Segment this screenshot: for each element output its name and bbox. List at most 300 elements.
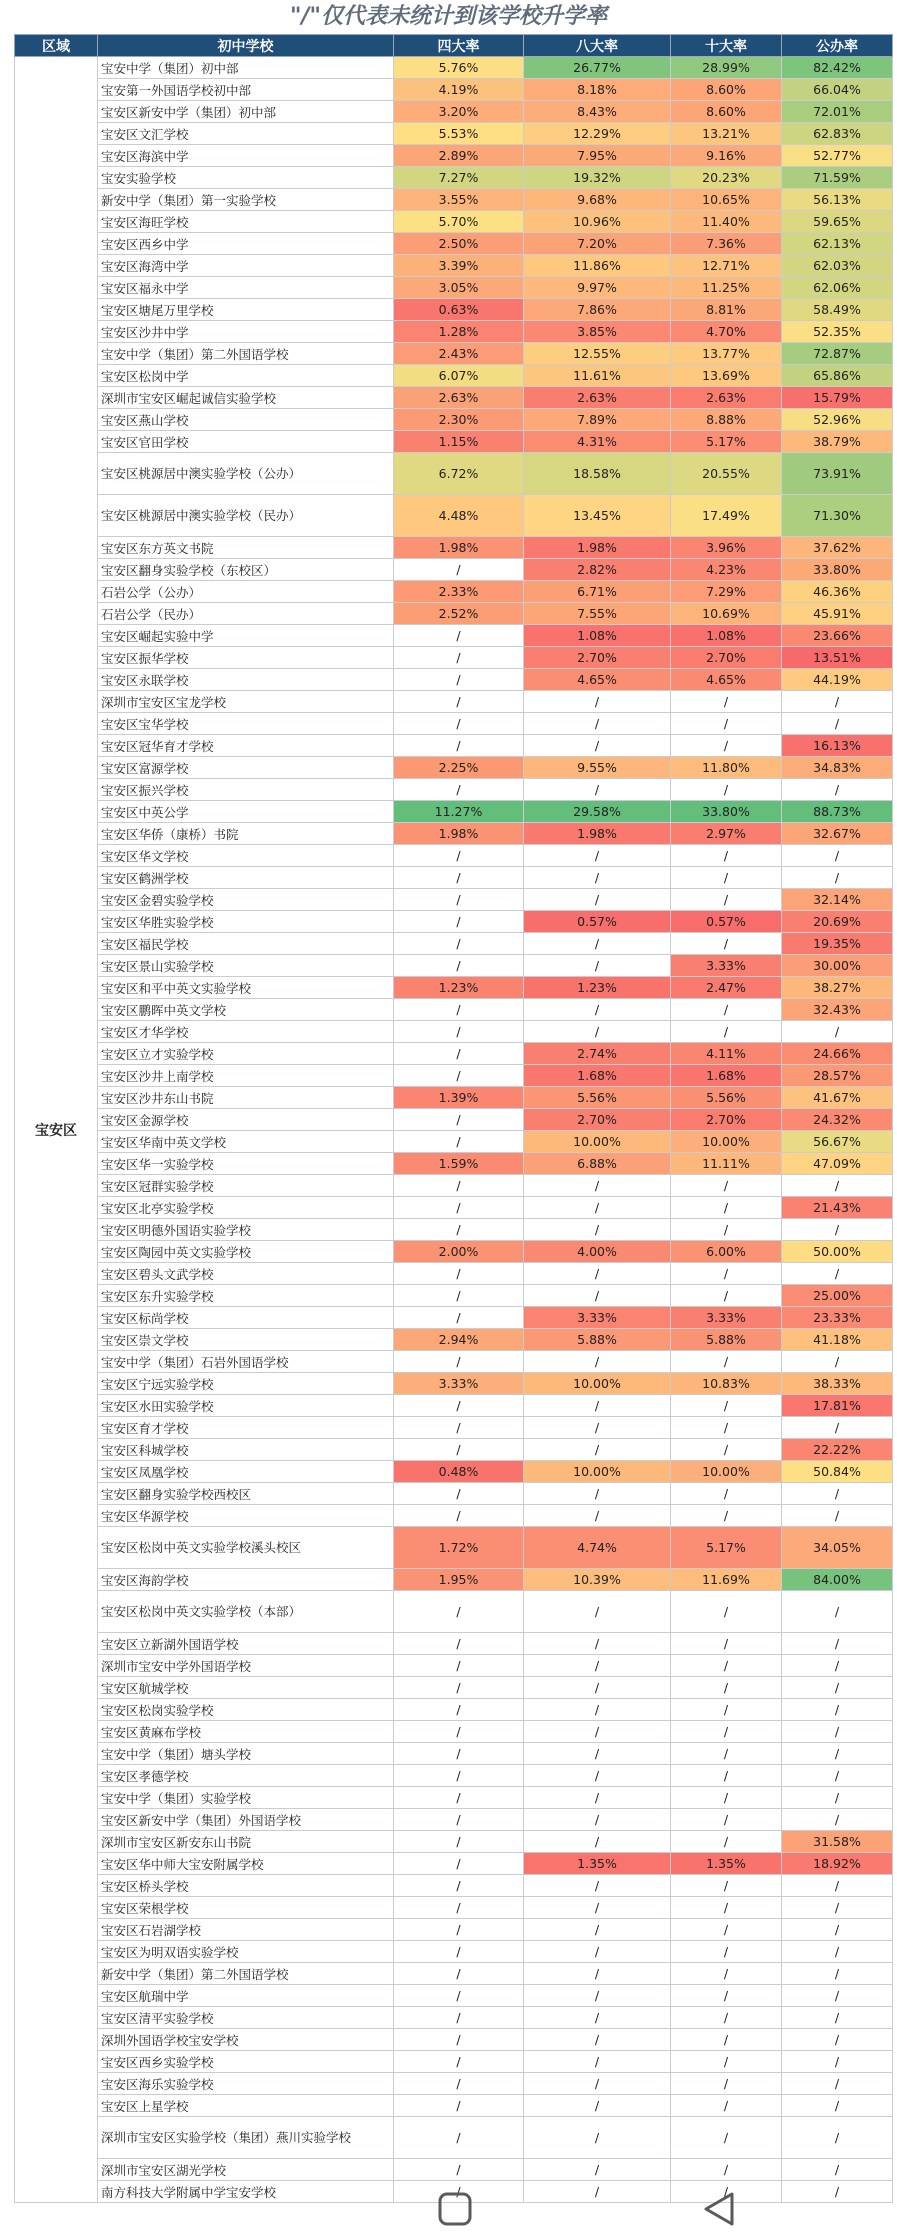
top4-rate-cell: / xyxy=(394,845,524,867)
top8-rate-cell: / xyxy=(524,1919,671,1941)
top8-rate-cell: 3.33% xyxy=(524,1307,671,1329)
school-name-cell: 宝安区立新湖外国语学校 xyxy=(98,1633,394,1655)
table-row xyxy=(15,1919,893,1941)
public-rate-cell: 44.19% xyxy=(782,669,893,691)
table-row xyxy=(15,823,893,845)
top4-rate-cell: / xyxy=(394,1963,524,1985)
school-name-cell: 石岩公学（公办） xyxy=(98,581,394,603)
public-rate-cell: / xyxy=(782,2029,893,2051)
public-rate-cell: / xyxy=(782,1263,893,1285)
school-name-cell: 宝安区北亭实验学校 xyxy=(98,1197,394,1219)
school-name-cell: 宝安区振华学校 xyxy=(98,647,394,669)
top4-rate-cell: 5.70% xyxy=(394,211,524,233)
school-name-cell: 宝安区海湾中学 xyxy=(98,255,394,277)
top4-rate-cell: / xyxy=(394,1109,524,1131)
top10-rate-cell: 1.68% xyxy=(671,1065,782,1087)
school-name-cell: 宝安区冠华育才学校 xyxy=(98,735,394,757)
table-row xyxy=(15,101,893,123)
top4-rate-cell: / xyxy=(394,1131,524,1153)
school-name-cell: 宝安区宝华学校 xyxy=(98,713,394,735)
top8-rate-cell: 2.70% xyxy=(524,1109,671,1131)
table-row xyxy=(15,57,893,79)
public-rate-cell: 56.13% xyxy=(782,189,893,211)
table-row xyxy=(15,1677,893,1699)
top4-rate-cell: / xyxy=(394,713,524,735)
public-rate-cell: 25.00% xyxy=(782,1285,893,1307)
public-rate-cell: / xyxy=(782,1677,893,1699)
school-name-cell: 宝安区标尚学校 xyxy=(98,1307,394,1329)
page-title: "/"仅代表未统计到该学校升学率 xyxy=(290,4,607,29)
school-name-cell: 宝安区华南中英文学校 xyxy=(98,1131,394,1153)
top10-rate-cell: 10.83% xyxy=(671,1373,782,1395)
table-row xyxy=(15,977,893,999)
top10-rate-cell: / xyxy=(671,1351,782,1373)
public-rate-cell: / xyxy=(782,1021,893,1043)
public-rate-cell: 15.79% xyxy=(782,387,893,409)
school-name-cell: 宝安区华胜实验学校 xyxy=(98,911,394,933)
top8-rate-cell: / xyxy=(524,1439,671,1461)
top4-rate-cell: / xyxy=(394,1591,524,1633)
school-name-cell: 宝安区松岗中英文实验学校（本部） xyxy=(98,1591,394,1633)
school-name-cell: 宝安区华源学校 xyxy=(98,1505,394,1527)
top10-rate-cell: / xyxy=(671,1699,782,1721)
public-rate-cell: / xyxy=(782,1219,893,1241)
public-rate-cell: 21.43% xyxy=(782,1197,893,1219)
table-row xyxy=(15,2073,893,2095)
top10-rate-cell: / xyxy=(671,1963,782,1985)
top4-rate-cell: / xyxy=(394,1941,524,1963)
table-row xyxy=(15,1483,893,1505)
top8-rate-cell: / xyxy=(524,845,671,867)
top8-rate-cell: / xyxy=(524,1655,671,1677)
top8-rate-cell: 4.65% xyxy=(524,669,671,691)
top8-rate-cell: 10.39% xyxy=(524,1569,671,1591)
header-top4-rate: 四大率 xyxy=(394,35,524,57)
top8-rate-cell: / xyxy=(524,1633,671,1655)
top10-rate-cell: 0.57% xyxy=(671,911,782,933)
top4-rate-cell: 0.48% xyxy=(394,1461,524,1483)
table-row xyxy=(15,255,893,277)
top4-rate-cell: 3.39% xyxy=(394,255,524,277)
school-name-cell: 宝安区福民学校 xyxy=(98,933,394,955)
top10-rate-cell: 28.99% xyxy=(671,57,782,79)
public-rate-cell: / xyxy=(782,1721,893,1743)
school-name-cell: 宝安区富源学校 xyxy=(98,757,394,779)
public-rate-cell: 23.33% xyxy=(782,1307,893,1329)
public-rate-cell: 20.69% xyxy=(782,911,893,933)
top4-rate-cell: 2.50% xyxy=(394,233,524,255)
top8-rate-cell: 1.98% xyxy=(524,537,671,559)
table-row xyxy=(15,79,893,101)
school-name-cell: 宝安区崇文学校 xyxy=(98,1329,394,1351)
top4-rate-cell: / xyxy=(394,2007,524,2029)
table-row xyxy=(15,1439,893,1461)
top10-rate-cell: / xyxy=(671,1787,782,1809)
top8-rate-cell: 26.77% xyxy=(524,57,671,79)
public-rate-cell: 41.18% xyxy=(782,1329,893,1351)
school-name-cell: 宝安区冠群实验学校 xyxy=(98,1175,394,1197)
table-row xyxy=(15,1395,893,1417)
top4-rate-cell: / xyxy=(394,1765,524,1787)
top10-rate-cell: 13.69% xyxy=(671,365,782,387)
top4-rate-cell: / xyxy=(394,1875,524,1897)
public-rate-cell: / xyxy=(782,1787,893,1809)
top10-rate-cell: 33.80% xyxy=(671,801,782,823)
top8-rate-cell: 11.86% xyxy=(524,255,671,277)
top4-rate-cell: / xyxy=(394,1919,524,1941)
public-rate-cell: / xyxy=(782,1963,893,1985)
table-row xyxy=(15,1633,893,1655)
top8-rate-cell: / xyxy=(524,2007,671,2029)
public-rate-cell: 19.35% xyxy=(782,933,893,955)
top8-rate-cell: / xyxy=(524,1219,671,1241)
public-rate-cell: / xyxy=(782,1765,893,1787)
top10-rate-cell: 5.17% xyxy=(671,431,782,453)
top4-rate-cell: 7.27% xyxy=(394,167,524,189)
top10-rate-cell: 12.71% xyxy=(671,255,782,277)
top8-rate-cell: 6.71% xyxy=(524,581,671,603)
top4-rate-cell: 6.07% xyxy=(394,365,524,387)
public-rate-cell: 50.00% xyxy=(782,1241,893,1263)
public-rate-cell: 58.49% xyxy=(782,299,893,321)
top10-rate-cell: 10.69% xyxy=(671,603,782,625)
top4-rate-cell: / xyxy=(394,1219,524,1241)
table-row xyxy=(15,299,893,321)
top8-rate-cell: 19.32% xyxy=(524,167,671,189)
public-rate-cell: / xyxy=(782,1351,893,1373)
table-row xyxy=(15,1329,893,1351)
school-name-cell: 宝安中学（集团）第二外国语学校 xyxy=(98,343,394,365)
top4-rate-cell: 3.33% xyxy=(394,1373,524,1395)
top8-rate-cell: / xyxy=(524,2029,671,2051)
public-rate-cell: 32.43% xyxy=(782,999,893,1021)
top10-rate-cell: / xyxy=(671,2095,782,2117)
public-rate-cell: / xyxy=(782,1655,893,1677)
table-row xyxy=(15,867,893,889)
table-row xyxy=(15,801,893,823)
school-name-cell: 宝安区东方英文书院 xyxy=(98,537,394,559)
table-body xyxy=(15,57,893,2203)
top10-rate-cell: 4.70% xyxy=(671,321,782,343)
top8-rate-cell: / xyxy=(524,2117,671,2159)
school-name-cell: 宝安区松岗中英文实验学校溪头校区 xyxy=(98,1527,394,1569)
table-row xyxy=(15,713,893,735)
top8-rate-cell: / xyxy=(524,1809,671,1831)
table-row xyxy=(15,1263,893,1285)
school-name-cell: 宝安中学（集团）石岩外国语学校 xyxy=(98,1351,394,1373)
top4-rate-cell: / xyxy=(394,647,524,669)
top8-rate-cell: / xyxy=(524,1721,671,1743)
school-name-cell: 宝安区华文学校 xyxy=(98,845,394,867)
top4-rate-cell: 1.23% xyxy=(394,977,524,999)
public-rate-cell: / xyxy=(782,1743,893,1765)
top4-rate-cell: / xyxy=(394,1483,524,1505)
table-row xyxy=(15,189,893,211)
back-nav-icon[interactable] xyxy=(700,2190,738,2228)
top4-rate-cell: / xyxy=(394,1021,524,1043)
top4-rate-cell: 2.00% xyxy=(394,1241,524,1263)
top10-rate-cell: 8.88% xyxy=(671,409,782,431)
top4-rate-cell: / xyxy=(394,1721,524,1743)
top10-rate-cell: 11.80% xyxy=(671,757,782,779)
top10-rate-cell: / xyxy=(671,2007,782,2029)
top10-rate-cell: / xyxy=(671,1175,782,1197)
public-rate-cell: 32.14% xyxy=(782,889,893,911)
school-rate-table xyxy=(14,34,893,2203)
table-row xyxy=(15,1065,893,1087)
top10-rate-cell: / xyxy=(671,1875,782,1897)
top4-rate-cell: 1.39% xyxy=(394,1087,524,1109)
top4-rate-cell: 2.63% xyxy=(394,387,524,409)
table-row xyxy=(15,559,893,581)
public-rate-cell: 62.06% xyxy=(782,277,893,299)
table-row xyxy=(15,1787,893,1809)
table-row xyxy=(15,1417,893,1439)
school-name-cell: 宝安区沙井东山书院 xyxy=(98,1087,394,1109)
school-name-cell: 深圳外国语学校宝安学校 xyxy=(98,2029,394,2051)
top10-rate-cell: / xyxy=(671,1919,782,1941)
table-row xyxy=(15,343,893,365)
public-rate-cell: / xyxy=(782,2117,893,2159)
top4-rate-cell: / xyxy=(394,1655,524,1677)
public-rate-cell: 62.83% xyxy=(782,123,893,145)
public-rate-cell: 82.42% xyxy=(782,57,893,79)
school-name-cell: 宝安区荣根学校 xyxy=(98,1897,394,1919)
school-name-cell: 宝安区科城学校 xyxy=(98,1439,394,1461)
top10-rate-cell: / xyxy=(671,735,782,757)
table-row xyxy=(15,1941,893,1963)
table-row xyxy=(15,233,893,255)
school-name-cell: 宝安区为明双语实验学校 xyxy=(98,1941,394,1963)
top4-rate-cell: / xyxy=(394,1197,524,1219)
table-row xyxy=(15,1809,893,1831)
top8-rate-cell: 7.89% xyxy=(524,409,671,431)
top4-rate-cell: / xyxy=(394,889,524,911)
top10-rate-cell: 11.40% xyxy=(671,211,782,233)
top10-rate-cell: / xyxy=(671,867,782,889)
public-rate-cell: 31.58% xyxy=(782,1831,893,1853)
top4-rate-cell: 3.20% xyxy=(394,101,524,123)
top4-rate-cell: / xyxy=(394,2095,524,2117)
top8-rate-cell: 4.00% xyxy=(524,1241,671,1263)
table-row xyxy=(15,1087,893,1109)
table-row xyxy=(15,1131,893,1153)
top4-rate-cell: / xyxy=(394,1043,524,1065)
table-row xyxy=(15,999,893,1021)
school-name-cell: 宝安区才华学校 xyxy=(98,1021,394,1043)
school-name-cell: 宝安区水田实验学校 xyxy=(98,1395,394,1417)
public-rate-cell: 18.92% xyxy=(782,1853,893,1875)
top4-rate-cell: 1.59% xyxy=(394,1153,524,1175)
table-row xyxy=(15,933,893,955)
public-rate-cell: 47.09% xyxy=(782,1153,893,1175)
public-rate-cell: / xyxy=(782,1985,893,2007)
public-rate-cell: 65.86% xyxy=(782,365,893,387)
top4-rate-cell: / xyxy=(394,1439,524,1461)
top8-rate-cell: / xyxy=(524,713,671,735)
top10-rate-cell: / xyxy=(671,1021,782,1043)
public-rate-cell: 71.59% xyxy=(782,167,893,189)
top10-rate-cell: 1.08% xyxy=(671,625,782,647)
table-row xyxy=(15,757,893,779)
table-row xyxy=(15,145,893,167)
top4-rate-cell: / xyxy=(394,1897,524,1919)
top8-rate-cell: / xyxy=(524,1765,671,1787)
school-name-cell: 宝安区上星学校 xyxy=(98,2095,394,2117)
top4-rate-cell: / xyxy=(394,1853,524,1875)
table-row xyxy=(15,1043,893,1065)
top4-rate-cell: / xyxy=(394,1505,524,1527)
public-rate-cell: 13.51% xyxy=(782,647,893,669)
school-name-cell: 宝安区桃源居中澳实验学校（民办） xyxy=(98,495,394,537)
home-nav-icon[interactable] xyxy=(436,2190,474,2228)
top4-rate-cell: / xyxy=(394,1831,524,1853)
top10-rate-cell: 7.29% xyxy=(671,581,782,603)
top10-rate-cell: / xyxy=(671,1743,782,1765)
top8-rate-cell: / xyxy=(524,1285,671,1307)
school-name-cell: 宝安区塘尾万里学校 xyxy=(98,299,394,321)
school-name-cell: 宝安区凤凰学校 xyxy=(98,1461,394,1483)
school-name-cell: 宝安区华一实验学校 xyxy=(98,1153,394,1175)
top4-rate-cell: / xyxy=(394,625,524,647)
school-name-cell: 宝安区立才实验学校 xyxy=(98,1043,394,1065)
top10-rate-cell: / xyxy=(671,1263,782,1285)
school-name-cell: 宝安区松岗中学 xyxy=(98,365,394,387)
top10-rate-cell: 1.35% xyxy=(671,1853,782,1875)
top4-rate-cell: 2.52% xyxy=(394,603,524,625)
header-top8-rate: 八大率 xyxy=(524,35,671,57)
top8-rate-cell: 10.00% xyxy=(524,1461,671,1483)
public-rate-cell: 38.27% xyxy=(782,977,893,999)
public-rate-cell: 46.36% xyxy=(782,581,893,603)
table-row xyxy=(15,387,893,409)
table-row xyxy=(15,1897,893,1919)
header-public-rate: 公办率 xyxy=(782,35,893,57)
table-row xyxy=(15,2095,893,2117)
school-name-cell: 宝安区新安中学（集团）初中部 xyxy=(98,101,394,123)
top10-rate-cell: 2.97% xyxy=(671,823,782,845)
public-rate-cell: / xyxy=(782,1919,893,1941)
top10-rate-cell: 17.49% xyxy=(671,495,782,537)
top10-rate-cell: 5.56% xyxy=(671,1087,782,1109)
top4-rate-cell: / xyxy=(394,933,524,955)
table-row xyxy=(15,365,893,387)
top8-rate-cell: 10.96% xyxy=(524,211,671,233)
table-row xyxy=(15,2159,893,2181)
top8-rate-cell: 1.98% xyxy=(524,823,671,845)
public-rate-cell: 38.33% xyxy=(782,1373,893,1395)
top10-rate-cell: 8.81% xyxy=(671,299,782,321)
top10-rate-cell: 6.00% xyxy=(671,1241,782,1263)
top10-rate-cell: / xyxy=(671,845,782,867)
top10-rate-cell: / xyxy=(671,2117,782,2159)
school-name-cell: 宝安区陶园中英文实验学校 xyxy=(98,1241,394,1263)
top8-rate-cell: 2.70% xyxy=(524,647,671,669)
top10-rate-cell: / xyxy=(671,1721,782,1743)
top4-rate-cell: / xyxy=(394,735,524,757)
header-top10-rate: 十大率 xyxy=(671,35,782,57)
public-rate-cell: 71.30% xyxy=(782,495,893,537)
top10-rate-cell: / xyxy=(671,1633,782,1655)
school-name-cell: 宝安区和平中英文实验学校 xyxy=(98,977,394,999)
top4-rate-cell: 2.89% xyxy=(394,145,524,167)
top4-rate-cell: / xyxy=(394,1699,524,1721)
table-row xyxy=(15,1655,893,1677)
top4-rate-cell: / xyxy=(394,911,524,933)
public-rate-cell: / xyxy=(782,2051,893,2073)
school-name-cell: 宝安区金碧实验学校 xyxy=(98,889,394,911)
top10-rate-cell: 9.16% xyxy=(671,145,782,167)
top4-rate-cell: / xyxy=(394,1395,524,1417)
top8-rate-cell: 4.74% xyxy=(524,1527,671,1569)
public-rate-cell: 45.91% xyxy=(782,603,893,625)
top8-rate-cell: 13.45% xyxy=(524,495,671,537)
school-name-cell: 宝安区官田学校 xyxy=(98,431,394,453)
top4-rate-cell: / xyxy=(394,2029,524,2051)
top8-rate-cell: / xyxy=(524,2051,671,2073)
top8-rate-cell: 12.29% xyxy=(524,123,671,145)
top8-rate-cell: / xyxy=(524,1875,671,1897)
top4-rate-cell: 1.15% xyxy=(394,431,524,453)
school-name-cell: 宝安区永联学校 xyxy=(98,669,394,691)
school-name-cell: 宝安区清平实验学校 xyxy=(98,2007,394,2029)
top8-rate-cell: / xyxy=(524,1395,671,1417)
table-row xyxy=(15,321,893,343)
region-cell: 宝安区 xyxy=(15,57,98,2203)
top10-rate-cell: 11.69% xyxy=(671,1569,782,1591)
top4-rate-cell: / xyxy=(394,1809,524,1831)
top4-rate-cell: / xyxy=(394,2181,524,2203)
table-row xyxy=(15,845,893,867)
top4-rate-cell: / xyxy=(394,559,524,581)
top4-rate-cell: / xyxy=(394,669,524,691)
top10-rate-cell: / xyxy=(671,1591,782,1633)
public-rate-cell: 52.35% xyxy=(782,321,893,343)
top10-rate-cell: 11.25% xyxy=(671,277,782,299)
public-rate-cell: 52.96% xyxy=(782,409,893,431)
top10-rate-cell: / xyxy=(671,1831,782,1853)
top8-rate-cell: 9.97% xyxy=(524,277,671,299)
top4-rate-cell: / xyxy=(394,1065,524,1087)
top8-rate-cell: / xyxy=(524,735,671,757)
public-rate-cell: / xyxy=(782,845,893,867)
table-row xyxy=(15,2007,893,2029)
top4-rate-cell: 1.95% xyxy=(394,1569,524,1591)
top8-rate-cell: 0.57% xyxy=(524,911,671,933)
top8-rate-cell: / xyxy=(524,1941,671,1963)
top10-rate-cell: / xyxy=(671,933,782,955)
school-name-cell: 深圳市宝安中学外国语学校 xyxy=(98,1655,394,1677)
school-name-cell: 宝安区宁远实验学校 xyxy=(98,1373,394,1395)
table-row xyxy=(15,2117,893,2159)
school-name-cell: 宝安区华侨（康桥）书院 xyxy=(98,823,394,845)
top4-rate-cell: 6.72% xyxy=(394,453,524,495)
school-name-cell: 宝安区育才学校 xyxy=(98,1417,394,1439)
top10-rate-cell: / xyxy=(671,1765,782,1787)
top10-rate-cell: / xyxy=(671,1197,782,1219)
table-row xyxy=(15,647,893,669)
public-rate-cell: / xyxy=(782,1941,893,1963)
top8-rate-cell: / xyxy=(524,1787,671,1809)
school-name-cell: 宝安第一外国语学校初中部 xyxy=(98,79,394,101)
school-name-cell: 宝安区海滨中学 xyxy=(98,145,394,167)
public-rate-cell: / xyxy=(782,2181,893,2203)
top10-rate-cell: / xyxy=(671,1219,782,1241)
top4-rate-cell: / xyxy=(394,1633,524,1655)
top8-rate-cell: / xyxy=(524,999,671,1021)
header-school: 初中学校 xyxy=(98,35,394,57)
school-name-cell: 宝安区孝德学校 xyxy=(98,1765,394,1787)
